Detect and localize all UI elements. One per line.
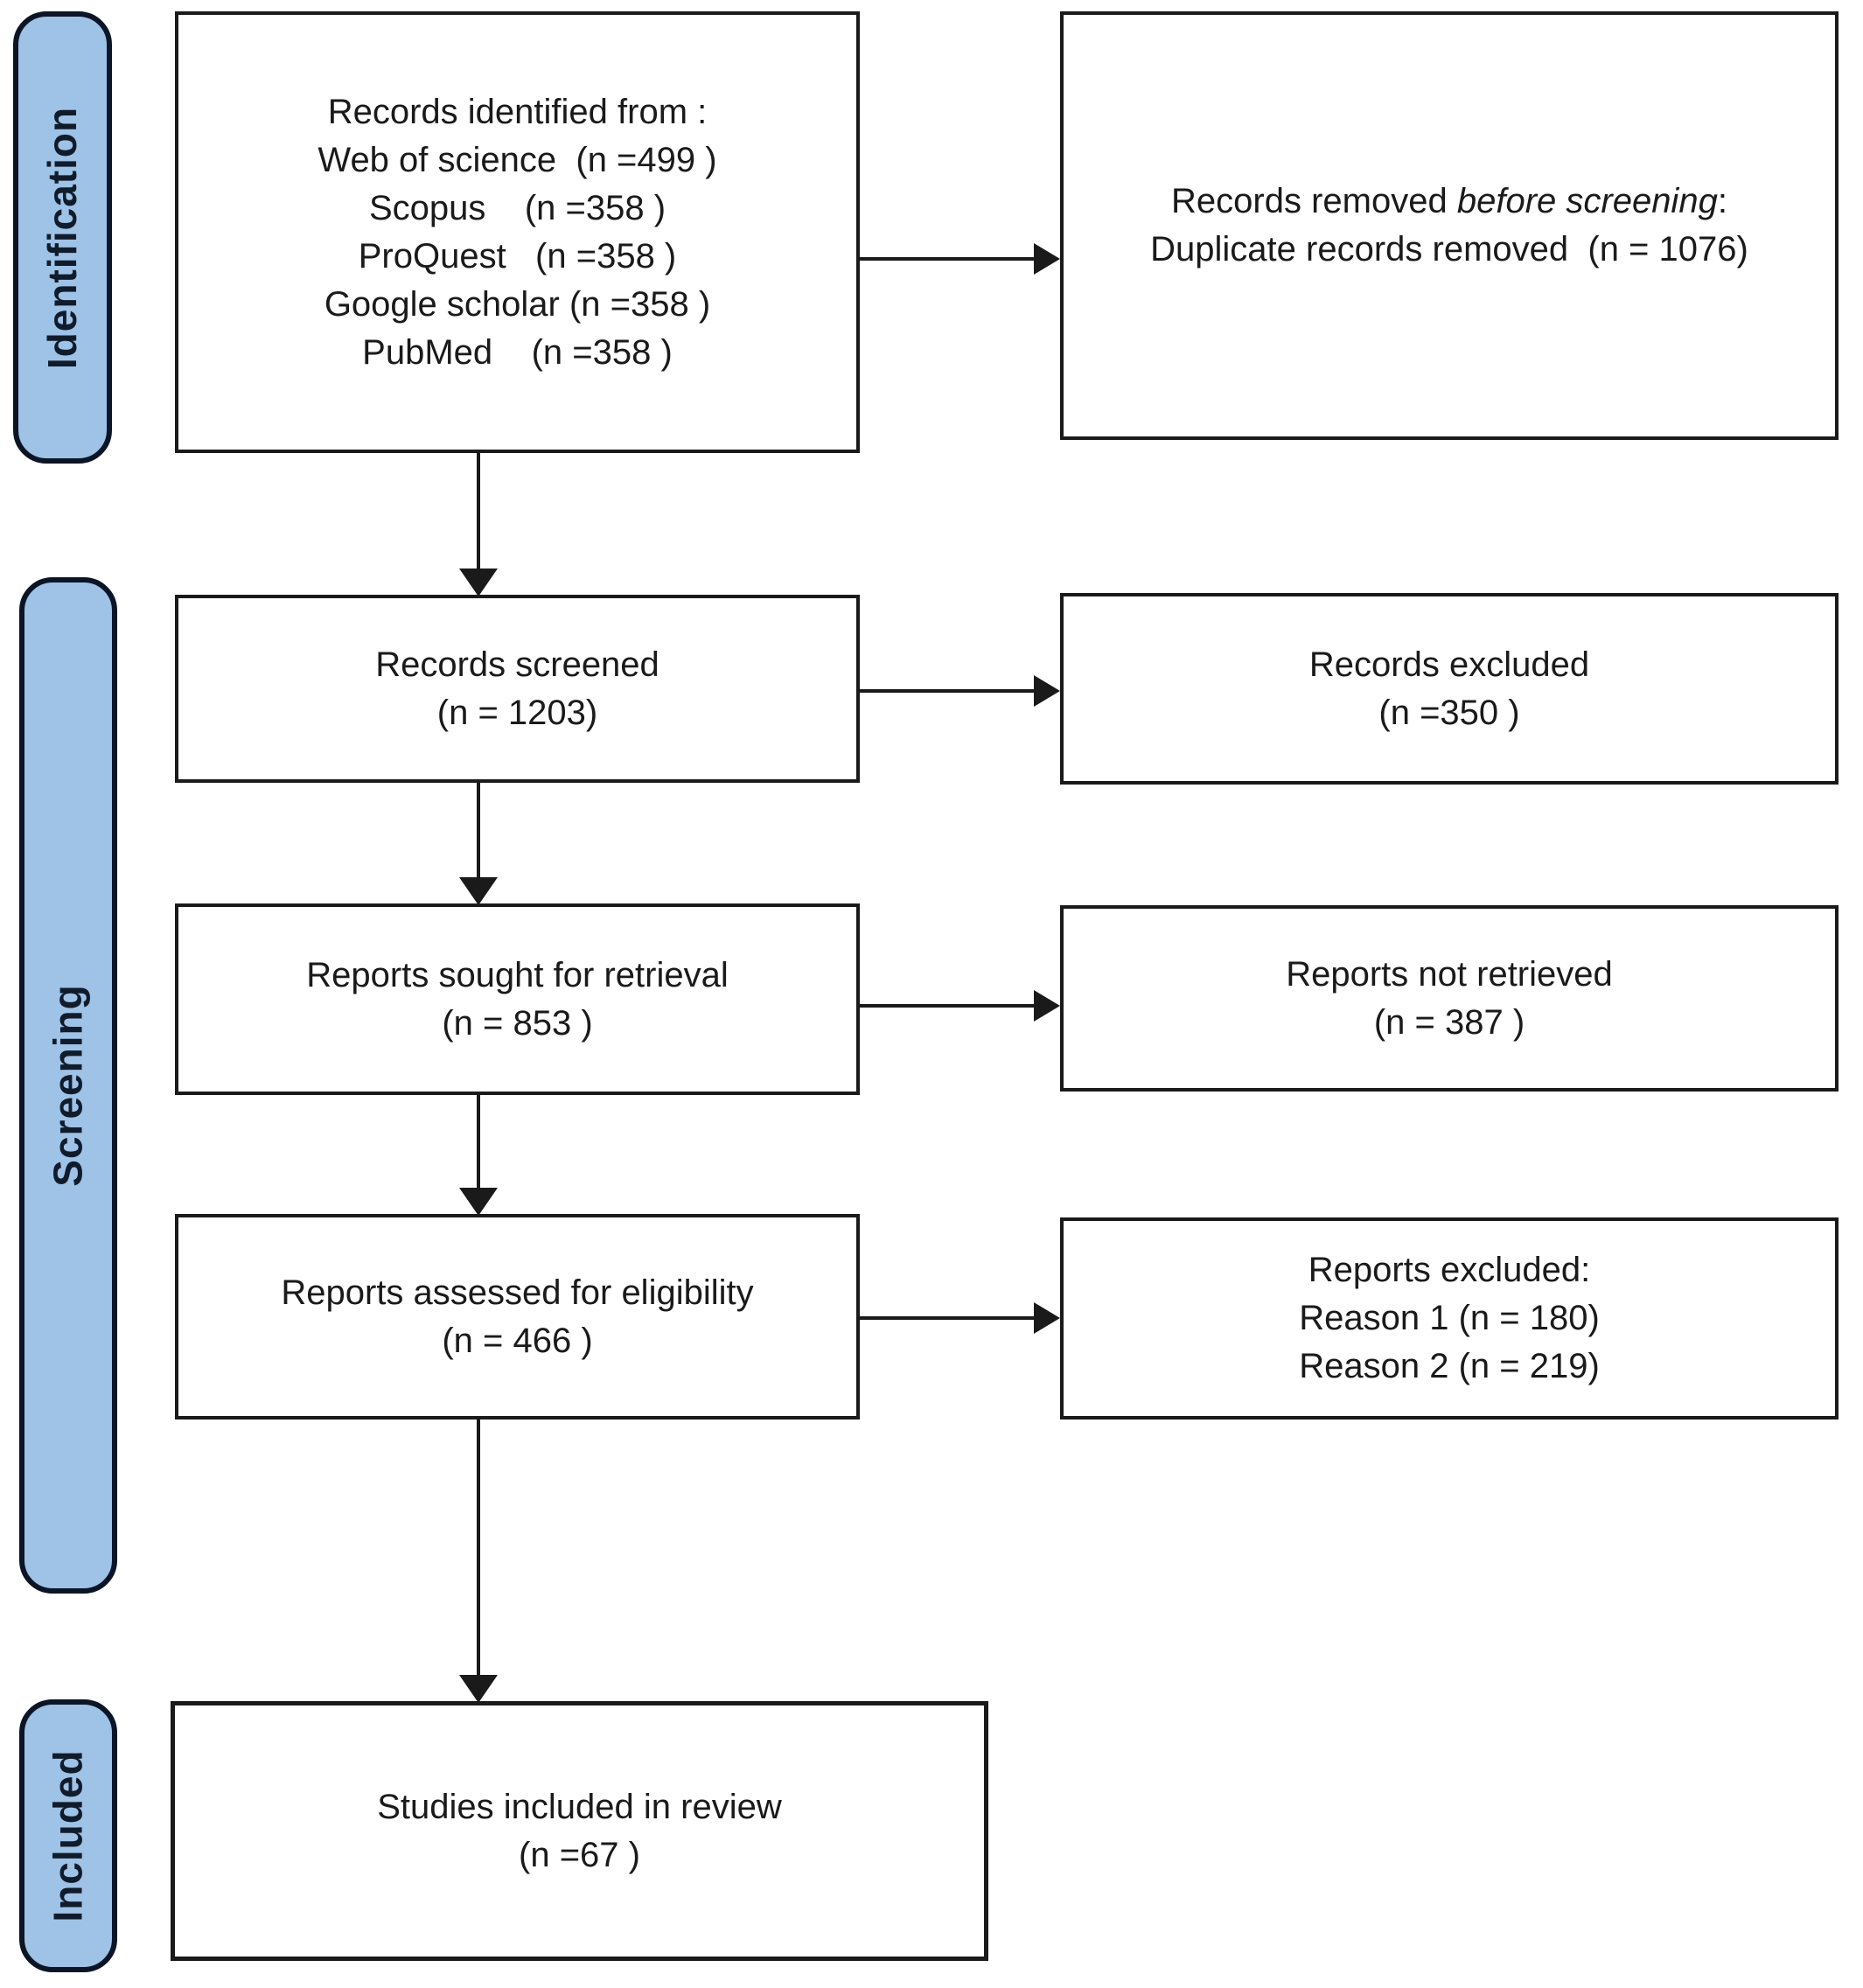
box-records-excluded bbox=[1060, 593, 1839, 785]
records-removed-title-suffix: : bbox=[1717, 182, 1727, 220]
arrow-assessed-to-reports-excluded bbox=[860, 1302, 1060, 1334]
reports-excluded-reason-2: Reason 2 (n = 219) bbox=[1299, 1347, 1600, 1385]
box-reports-assessed bbox=[175, 1214, 860, 1420]
stage-bar-identification bbox=[13, 11, 112, 464]
records-identified-web-of-science: Web of science (n =499 ) bbox=[317, 140, 717, 179]
reports-not-retrieved-count: (n = 387 ) bbox=[1373, 1002, 1525, 1042]
records-identified-google-scholar: Google scholar (n =358 ) bbox=[324, 284, 711, 324]
arrow-screened-to-sought bbox=[459, 783, 498, 905]
box-reports-excluded bbox=[1060, 1217, 1839, 1420]
reports-assessed-count: (n = 466 ) bbox=[442, 1321, 593, 1360]
studies-included-title: Studies included in review bbox=[377, 1787, 782, 1826]
arrow-screened-to-excluded bbox=[860, 675, 1060, 707]
arrow-sought-to-not-retrieved bbox=[860, 990, 1060, 1022]
records-removed-count: Duplicate records removed (n = 1076) bbox=[1150, 230, 1748, 269]
box-records-removed bbox=[1060, 11, 1839, 440]
arrow-down-icon bbox=[459, 1188, 498, 1216]
records-removed-title bbox=[1171, 178, 1727, 226]
arrow-down-icon bbox=[459, 568, 498, 596]
arrow-sought-to-assessed bbox=[459, 1095, 498, 1216]
arrow-shaft bbox=[860, 1316, 1037, 1320]
arrow-shaft bbox=[477, 1095, 480, 1189]
records-identified-title: Records identified from : bbox=[327, 92, 708, 131]
records-identified-scopus: Scopus (n =358 ) bbox=[368, 188, 666, 227]
stage-bar-screening bbox=[19, 577, 117, 1594]
records-excluded-title: Records excluded bbox=[1308, 645, 1590, 684]
arrow-identified-to-removed bbox=[860, 243, 1060, 275]
reports-excluded-title: Reports excluded: bbox=[1308, 1251, 1591, 1289]
records-removed-title-italic: before screening bbox=[1456, 182, 1718, 220]
arrow-shaft bbox=[860, 1004, 1037, 1008]
arrow-shaft bbox=[860, 689, 1037, 693]
stage-label-included: Included bbox=[45, 1749, 91, 1922]
arrow-shaft bbox=[860, 257, 1037, 261]
stage-label-screening: Screening bbox=[45, 984, 92, 1187]
stage-label-identification: Identification bbox=[39, 106, 86, 369]
reports-sought-title: Reports sought for retrieval bbox=[306, 955, 729, 994]
arrow-shaft bbox=[477, 453, 480, 570]
arrow-right-icon bbox=[1034, 990, 1060, 1022]
records-screened-count: (n = 1203) bbox=[436, 693, 598, 732]
box-studies-included bbox=[171, 1701, 988, 1961]
box-reports-sought bbox=[175, 903, 860, 1095]
studies-included-count: (n =67 ) bbox=[519, 1835, 640, 1874]
arrow-down-icon bbox=[459, 877, 498, 905]
reports-excluded-reason-1: Reason 1 (n = 180) bbox=[1299, 1299, 1600, 1337]
arrow-identified-to-screened bbox=[459, 453, 498, 596]
box-records-screened bbox=[175, 595, 860, 783]
reports-assessed-title: Reports assessed for eligibility bbox=[281, 1273, 754, 1312]
arrow-down-icon bbox=[459, 1675, 498, 1703]
records-identified-pubmed: PubMed (n =358 ) bbox=[362, 332, 673, 372]
box-records-identified bbox=[175, 11, 860, 453]
records-screened-title: Records screened bbox=[375, 645, 659, 684]
arrow-assessed-to-included bbox=[459, 1420, 498, 1703]
records-identified-proquest: ProQuest (n =358 ) bbox=[358, 236, 677, 276]
reports-sought-count: (n = 853 ) bbox=[442, 1003, 593, 1043]
records-excluded-count: (n =350 ) bbox=[1378, 693, 1520, 732]
arrow-shaft bbox=[477, 783, 480, 879]
arrow-right-icon bbox=[1034, 1302, 1060, 1334]
records-removed-title-prefix: Records removed bbox=[1171, 182, 1457, 220]
reports-not-retrieved-title: Reports not retrieved bbox=[1286, 954, 1613, 994]
arrow-right-icon bbox=[1034, 243, 1060, 275]
arrow-shaft bbox=[477, 1420, 480, 1677]
arrow-right-icon bbox=[1034, 675, 1060, 707]
box-reports-not-retrieved bbox=[1060, 905, 1839, 1092]
stage-bar-included bbox=[19, 1699, 117, 1972]
